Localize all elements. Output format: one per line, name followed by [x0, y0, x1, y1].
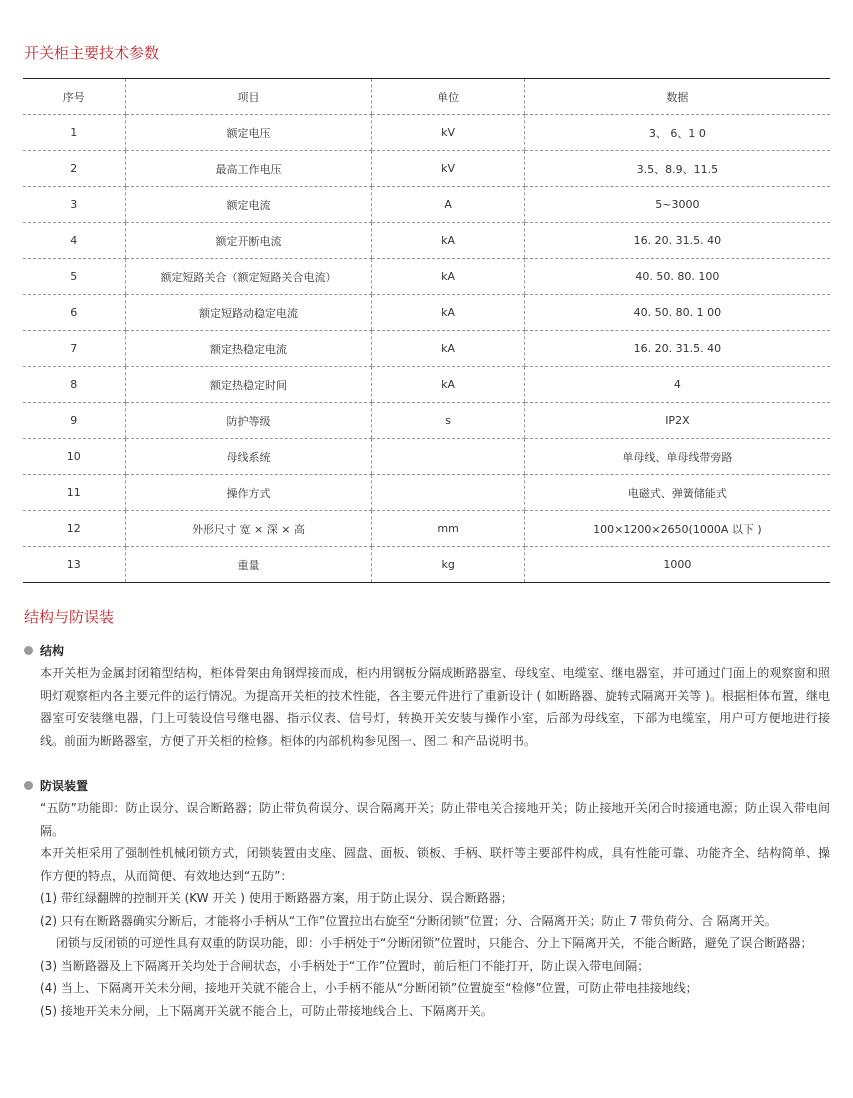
cell-unit: A [372, 187, 524, 223]
cell-index: 7 [23, 331, 125, 367]
header-index: 序号 [23, 79, 125, 115]
list-item: (5) 接地开关未分闸，上下隔离开关就不能合上，可防止带接地线合上、下隔离开关。 [40, 1003, 493, 1018]
cell-unit: kV [372, 115, 524, 151]
cell-unit: mm [372, 511, 524, 547]
cell-unit: kA [372, 367, 524, 403]
protection-intro: “五防”功能即：防止误分、误合断路器；防止带负荷误分、误合隔离开关；防止带电关合接地开关；防止接地开关闭合时接通电源；防止误入带电间隔。 [40, 801, 830, 838]
cell-unit: kA [372, 223, 524, 259]
cell-item: 额定电流 [125, 187, 372, 223]
list-item: (2) 只有在断路器确实分断后，才能将小手柄从“工作”位置拉出右旋至“分断闭锁”位置；分、合隔离开关；防止 7 带负荷分、合 隔离开关。 [40, 913, 777, 928]
header-value: 数据 [524, 79, 830, 115]
cell-unit: s [372, 403, 524, 439]
cell-index: 6 [23, 295, 125, 331]
cell-index: 3 [23, 187, 125, 223]
spec-table [23, 78, 830, 583]
table-row [23, 475, 830, 511]
cell-item: 母线系统 [125, 439, 372, 475]
spec-section-title: 开关柜主要技术参数 [24, 44, 160, 62]
cell-unit: kA [372, 295, 524, 331]
cell-value: 1000 [524, 547, 830, 583]
table-row [23, 403, 830, 439]
bullet-dot-icon [24, 781, 33, 790]
table-row [23, 547, 830, 583]
table-row [23, 511, 830, 547]
structure-block [24, 640, 830, 752]
list-item: 闭锁与反闭锁的可逆性具有双重的防误功能，即：小手柄处于“分断闭锁”位置时，只能合、分上下隔离开关，不能合断路，避免了误合断路器； [56, 936, 813, 950]
cell-unit: kA [372, 331, 524, 367]
cell-item: 防护等级 [125, 403, 372, 439]
structure-paragraph: 本开关柜为金属封闭箱型结构，柜体骨架由角钢焊接而成，柜内用钢板分隔成断路器室、母线室、电缆室、继电器室，并可通过门面上的观察窗和照明灯观察柜内各主要元件的运行情况。为提高开关柜的技术性能，各主要元件进行了重新设计 ( 如断路器、旋转式隔离开关等 )。根据柜体布置，继电器室可安装继电器，门上可装设信号继电器、指示仪表、信号灯，转换开关安装与操作小室，后部为母线室，下部为电缆室，用户可方便地进行接线。前面为断路器室，方便了开关柜的检修。柜体的内部机构参见图一、图二 和产品说明书。 [40, 666, 830, 748]
cell-item: 操作方式 [125, 475, 372, 511]
cell-item: 额定短路动稳定电流 [125, 295, 372, 331]
protection-heading-label: 防误装置 [40, 779, 89, 793]
table-row [23, 259, 830, 295]
cell-index: 5 [23, 259, 125, 295]
cell-value: IP2X [524, 403, 830, 439]
structure-section-title: 结构与防误装 [24, 608, 115, 626]
list-item: (4) 当上、下隔离开关未分闸，接地开关就不能合上，小手柄不能从“分断闭锁”位置旋至“检修”位置，可防止带电挂接地线； [40, 981, 698, 995]
cell-index: 10 [23, 439, 125, 475]
table-row [23, 367, 830, 403]
table-row [23, 151, 830, 187]
cell-item: 额定热稳定时间 [125, 367, 372, 403]
header-unit: 单位 [372, 79, 524, 115]
table-row [23, 115, 830, 151]
cell-item: 额定短路关合（额定短路关合电流） [125, 259, 372, 295]
cell-unit: kA [372, 259, 524, 295]
cell-value: 5~3000 [524, 187, 830, 223]
list-item: (1) 带红绿翻牌的控制开关 (KW 开关 ) 使用于断路器方案，用于防止误分、误合断路器； [40, 891, 513, 905]
cell-unit [372, 439, 524, 475]
table-row [23, 331, 830, 367]
cell-value: 单母线、单母线带旁路 [524, 439, 830, 475]
cell-item: 重量 [125, 547, 372, 583]
table-row [23, 439, 830, 475]
cell-value: 100×1200×2650(1000A 以下 ) [524, 511, 830, 547]
cell-value: 40. 50. 80. 100 [524, 259, 830, 295]
cell-unit [372, 475, 524, 511]
protection-block [24, 775, 830, 1022]
cell-index: 8 [23, 367, 125, 403]
cell-value: 40. 50. 80. 1 00 [524, 295, 830, 331]
structure-heading-label: 结构 [40, 644, 65, 658]
header-item: 项目 [125, 79, 372, 115]
cell-value: 16. 20. 31.5. 40 [524, 331, 830, 367]
cell-value: 4 [524, 367, 830, 403]
cell-unit: kg [372, 547, 524, 583]
cell-item: 额定电压 [125, 115, 372, 151]
cell-unit: kV [372, 151, 524, 187]
cell-index: 13 [66, 558, 81, 571]
table-row [23, 295, 830, 331]
cell-index: 1 [23, 115, 125, 151]
cell-item: 外形尺寸 宽 × 深 × 高 [125, 511, 372, 547]
cell-index: 2 [23, 151, 125, 187]
cell-item: 额定热稳定电流 [125, 331, 372, 367]
cell-index: 4 [23, 223, 125, 259]
structure-heading [24, 640, 830, 662]
cell-index: 12 [23, 511, 125, 547]
cell-value: 电磁式、弹簧储能式 [524, 475, 830, 511]
bullet-dot-icon [24, 646, 33, 655]
table-row [23, 187, 830, 223]
cell-value: 3、 6、1 0 [524, 115, 830, 151]
table-header-row [23, 79, 830, 115]
protection-paragraph: 本开关柜采用了强制性机械闭锁方式，闭锁装置由支座、圆盘、面板、锁板、手柄、联杆等主要部件构成，具有性能可靠、功能齐全、结构简单、操作方便的特点，从而简便、有效地达到“五防”： [40, 846, 830, 883]
cell-index: 9 [23, 403, 125, 439]
cell-value: 3.5、8.9、11.5 [524, 151, 830, 187]
cell-item: 最高工作电压 [125, 151, 372, 187]
protection-heading [24, 775, 830, 797]
cell-item: 额定开断电流 [125, 223, 372, 259]
cell-index: 11 [23, 475, 125, 511]
list-item: (3) 当断路器及上下隔离开关均处于合闸状态，小手柄处于“工作”位置时，前后柜门不能打开，防止误入带电间隔； [40, 958, 650, 973]
cell-value: 16. 20. 31.5. 40 [524, 223, 830, 259]
table-row [23, 223, 830, 259]
